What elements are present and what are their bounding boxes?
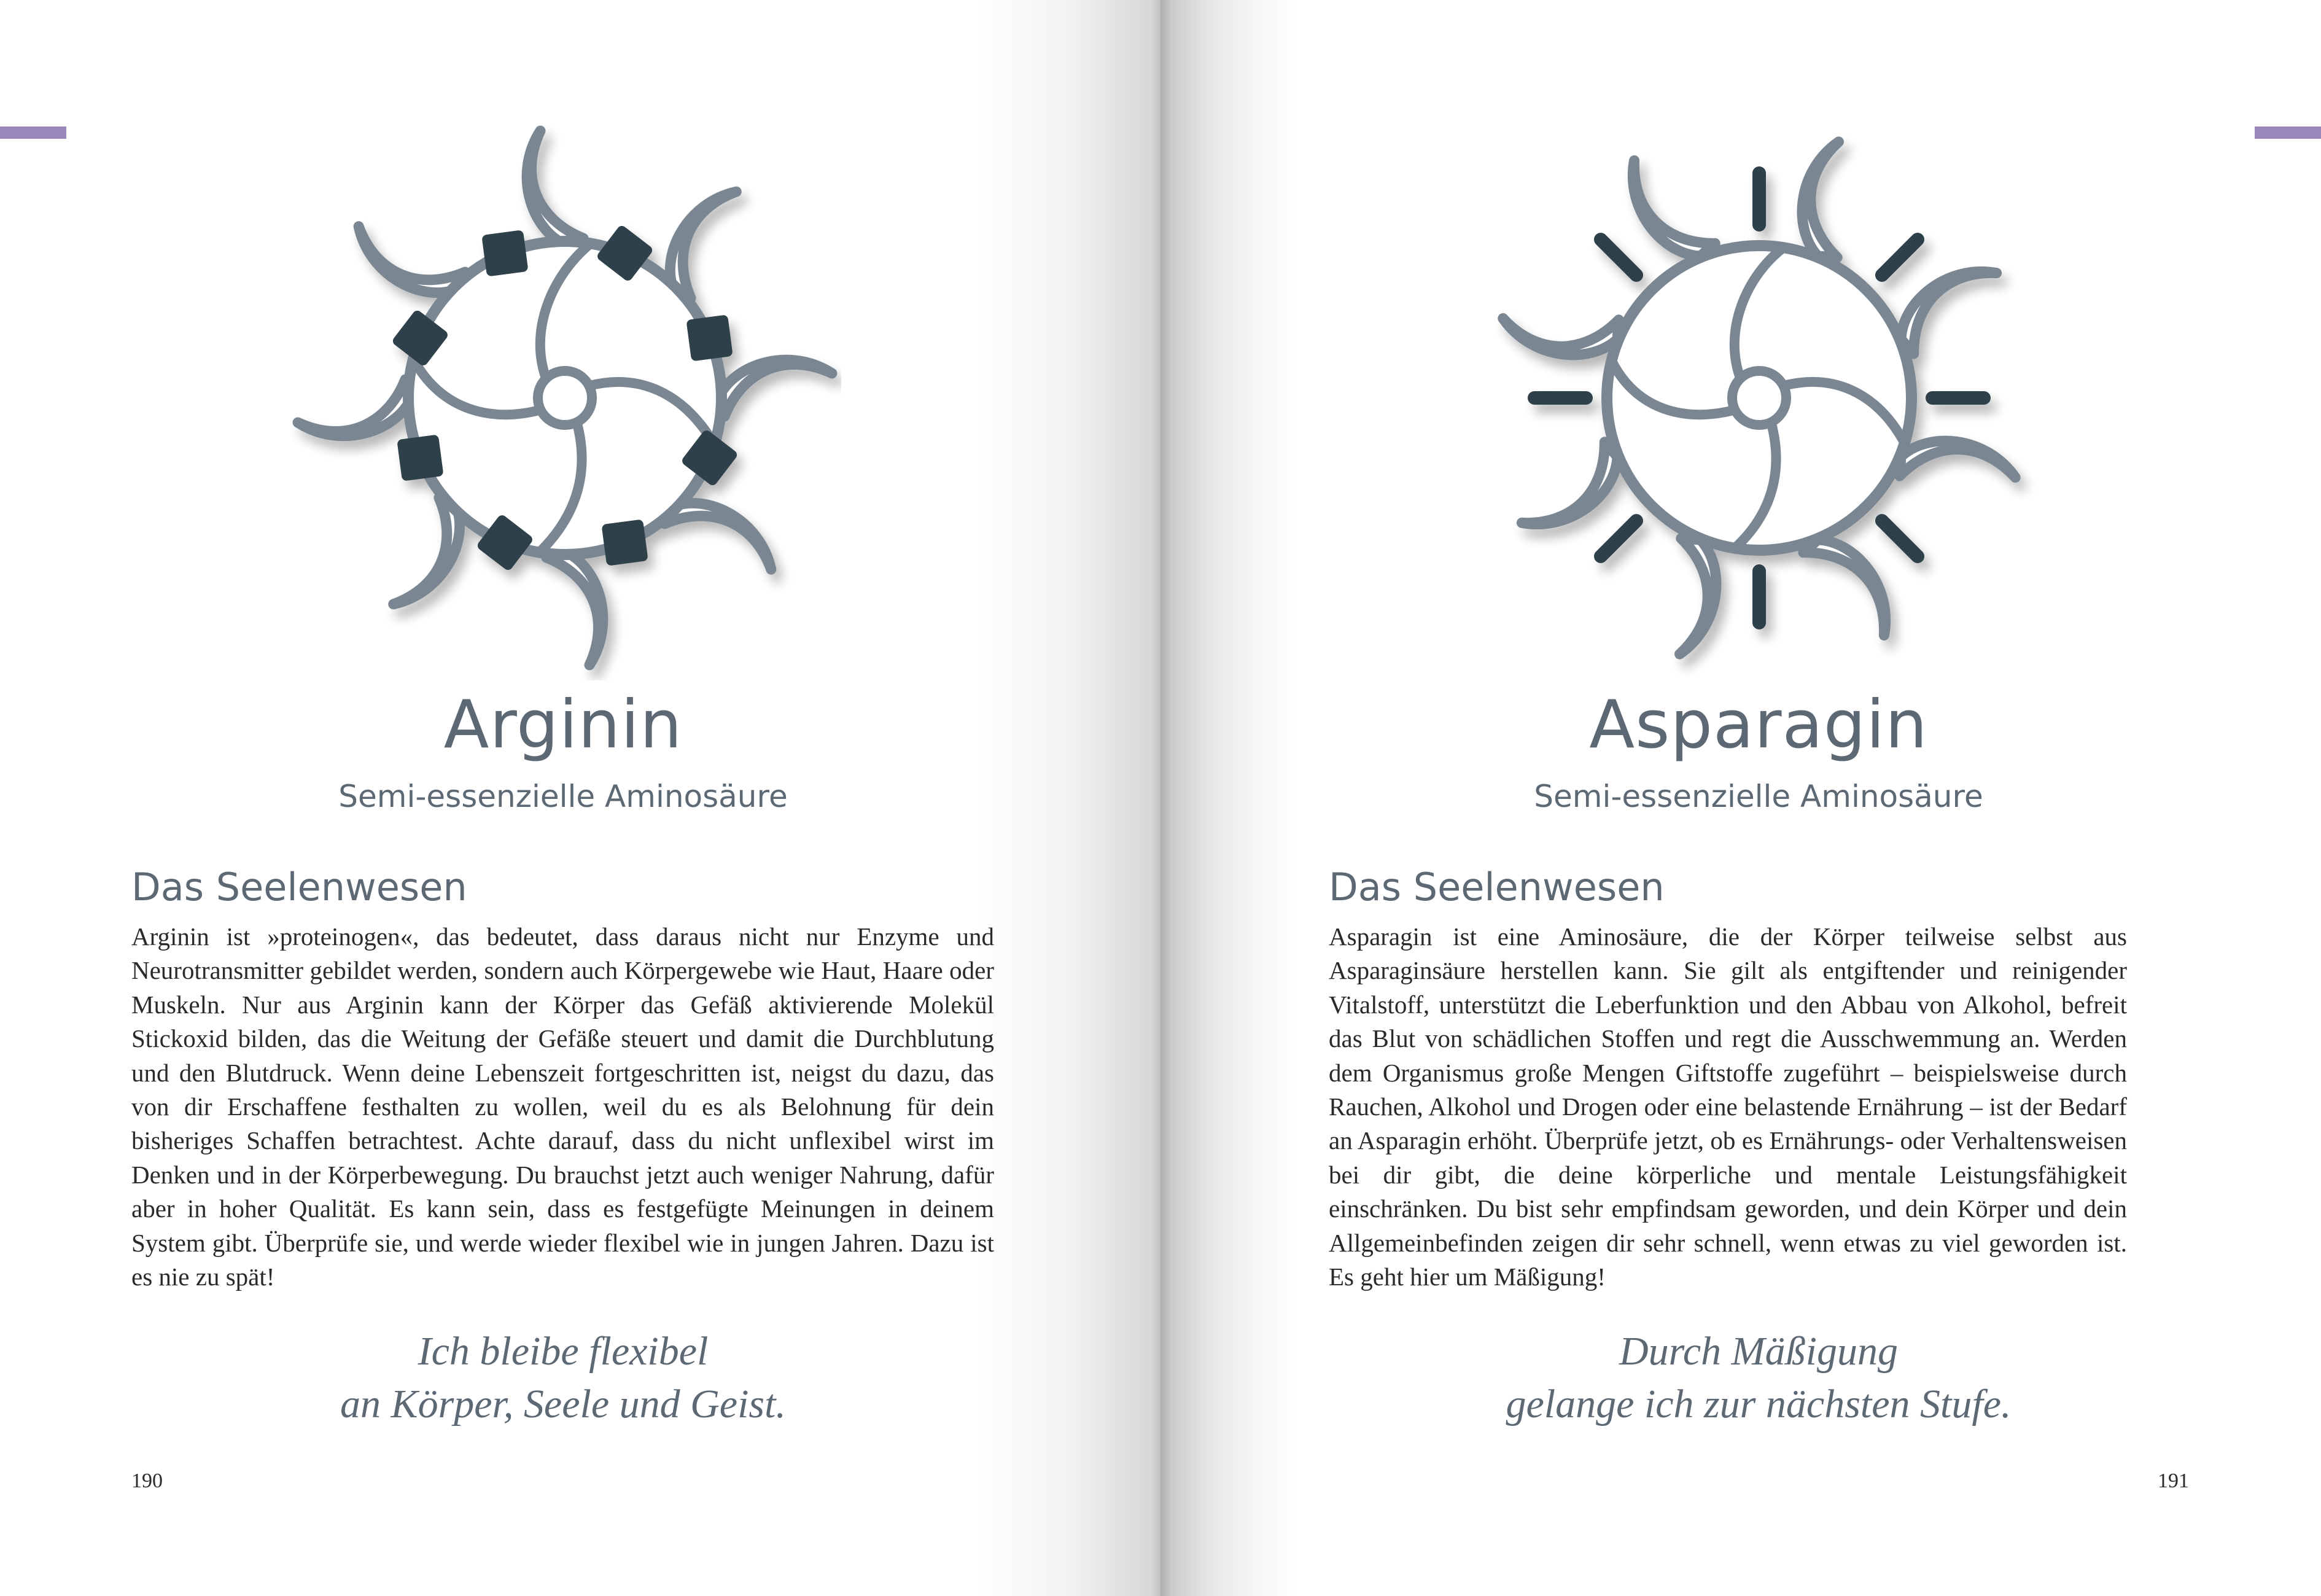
affirmation-quote [1160,1325,2321,1431]
body-paragraph: Asparagin ist eine Aminosäure, die der Körper teilweise selbst aus Asparaginsäure herstellen kann. Sie gilt als entgiftender und reinigender Vitalstoff, unterstützt die Leberfunktion und den Abbau von Alkohol, befreit das Blut von schädlichen Stoffen und regt die Ausschwemmung an. Werden dem Organismus große Mengen Giftstoffe zugeführt – beispielsweise durch Rauchen, Alkohol und Drogen oder eine belastende Ernährung – ist der Bedarf an Asparagin erhöht. Überprüfe jetzt, ob es Ernährungs- oder Verhaltensweisen bei dir gibt, die deine körperliche und mentale Leistungsfähigkeit einschränken. Du bist sehr empfindsam geworden, und dein Körper und dein Allgemeinbefinden zeigen dir sehr schnell, wenn etwas zu viel geworden ist. Es geht hier um Mäßigung! [1329,922,2127,1291]
left-page [0,0,1160,1596]
asparagin-emblem-icon [1483,115,2035,680]
right-page [1160,0,2321,1596]
chapter-marker [0,127,66,139]
arginin-emblem-icon [289,115,841,680]
section-heading: Das Seelenwesen [1329,865,1665,909]
page-number: 190 [131,1469,163,1492]
quote-line: Ich bleibe flexibel [418,1329,709,1374]
book-gutter [1068,0,1253,1596]
body-paragraph: Arginin ist »proteinogen«, das bedeutet, dass daraus nicht nur Enzyme und Neurotransmitter gebildet werden, sondern auch Körpergewebe wie Haut, Haare oder Muskeln. Nur aus Arginin kann der Körper das Gefäß aktivierende Molekül Stickoxid bilden, das die Weitung der Gefäße steuert und damit die Durchblutung und den Blutdruck. Wenn deine Lebenszeit fortgeschritten ist, neigst du dazu, das von dir Erschaffene festhalten zu wollen, weil du es als Belohnung für dein bisheriges Schaffen betrachtest. Achte darauf, dass du nicht unflexibel wirst im Denken und in der Körperbewegung. Du brauchst jetzt auch weniger Nahrung, dafür aber in hoher Qualität. Es kann sein, dass es festgefügte Meinungen in deinem System gibt. Überprüfe sie, und werde wieder flexibel wie in jungen Jahren. Dazu ist es nie zu spät! [131,922,994,1291]
quote-line: an Körper, Seele und Geist. [340,1382,786,1427]
section-heading: Das Seelenwesen [131,865,467,909]
affirmation-quote [0,1325,1126,1431]
quote-line: gelange ich zur nächsten Stufe. [1506,1382,2012,1427]
page-number: 191 [2158,1469,2189,1492]
quote-line: Durch Mäßigung [1619,1329,1898,1374]
chapter-marker [2255,127,2321,139]
page-subtitle: Semi-essenzielle Aminosäure [1534,779,1983,814]
page-subtitle: Semi-essenzielle Aminosäure [338,779,788,814]
page-title: Asparagin [1589,687,1928,763]
page-title: Arginin [443,687,683,763]
